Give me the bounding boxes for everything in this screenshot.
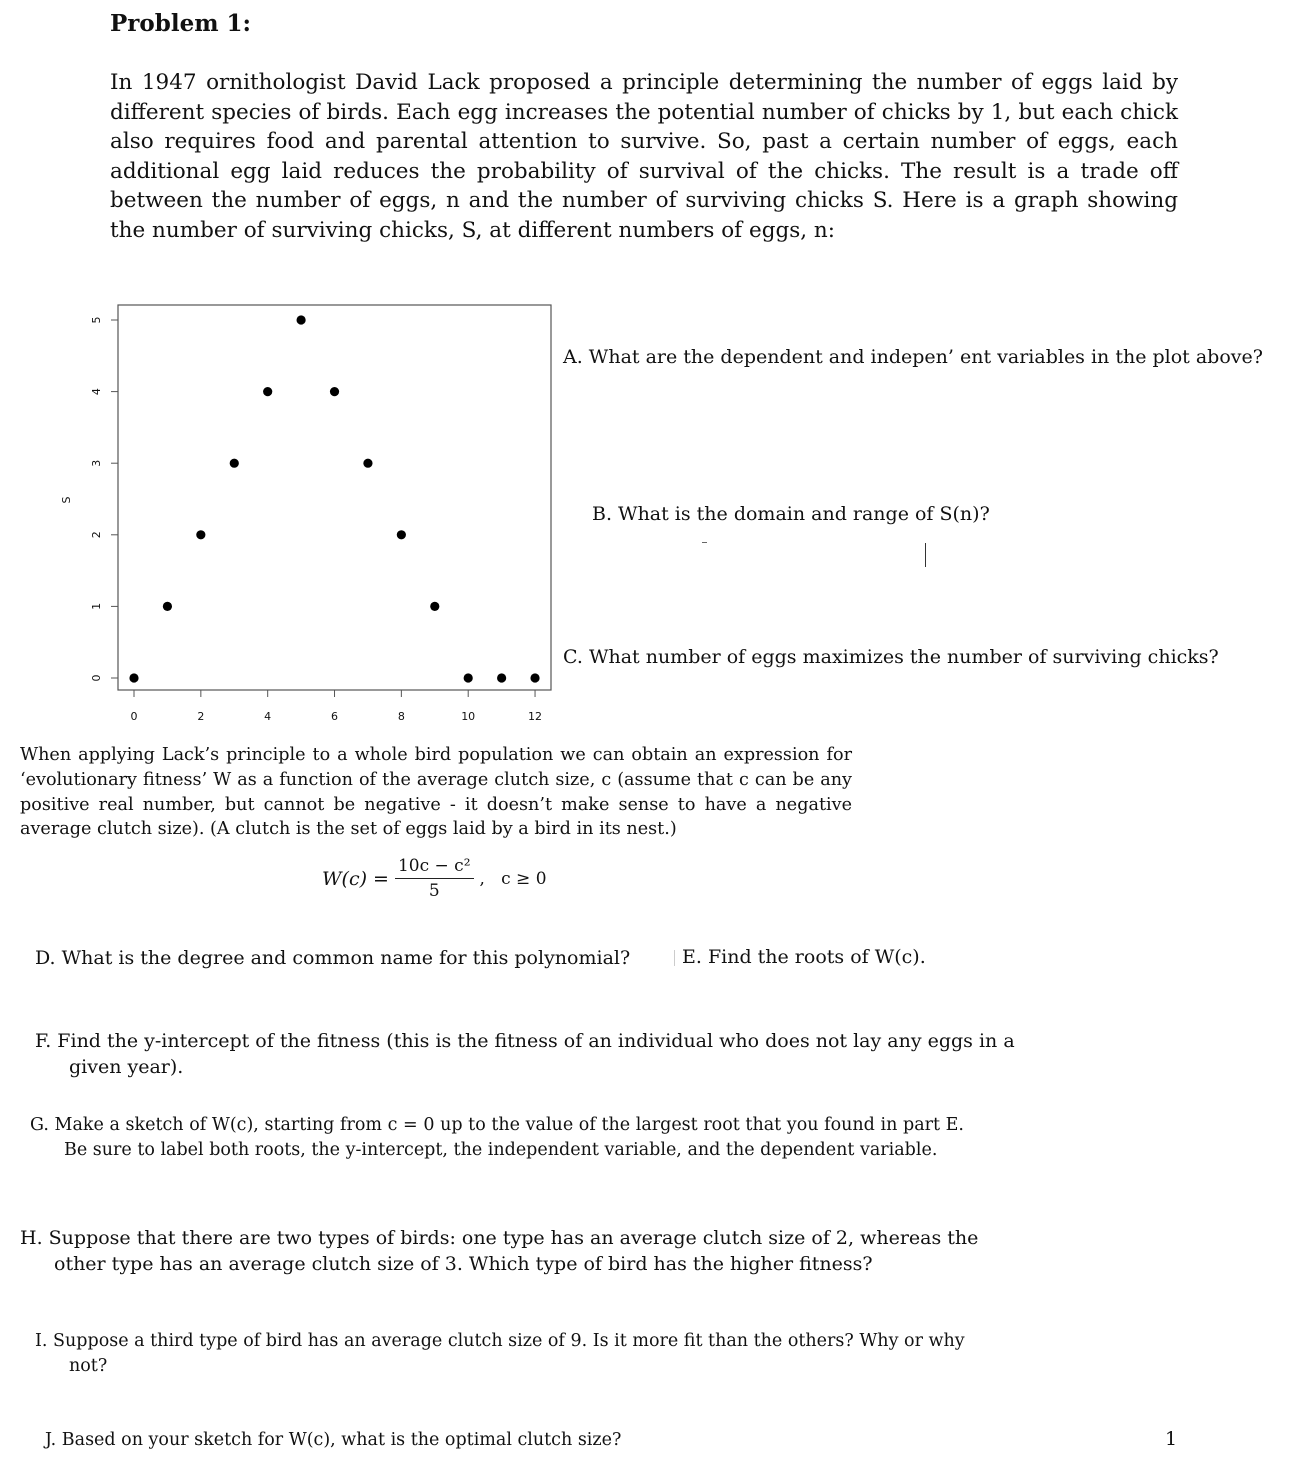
x-tick-label: 8 xyxy=(397,710,405,723)
page-number: 1 xyxy=(1165,1428,1178,1450)
question-h: H. Suppose that there are two types of birds: one type has an average clutch size of 2, whereas the other type has an average clutch size of 3. Which type of bird has the higher fitness? xyxy=(20,1227,979,1275)
data-point xyxy=(163,602,172,611)
y-axis-label: S xyxy=(60,496,73,504)
y-tick-label: 0 xyxy=(90,674,103,682)
y-tick-label: 2 xyxy=(90,531,103,539)
separator-line xyxy=(674,950,675,966)
stray-mark xyxy=(702,542,707,543)
formula-condition: , c ≥ 0 xyxy=(479,868,547,889)
data-point xyxy=(330,387,339,396)
data-point xyxy=(530,673,539,682)
data-point xyxy=(263,387,272,396)
question-e: E. Find the roots of W(c). xyxy=(682,946,926,968)
data-point xyxy=(397,530,406,539)
y-tick-label: 4 xyxy=(90,388,103,396)
formula-lhs: W(c) = xyxy=(322,867,389,890)
x-tick-label: 4 xyxy=(264,710,272,723)
intro-paragraph: In 1947 ornithologist David Lack proposed a principle determining the number of eggs laid by different species of birds. Each egg increases the potential number of chicks by 1, but each chick also requires food and parental attention to survive. So, past a certain number of eggs, each additional egg laid reduces the probability of survival of the chicks. The result is a trade off between the number of eggs, n and the number of surviving chicks S. Here is a graph showing the number of surviving chicks, S, at different numbers of eggs, n: xyxy=(110,70,1178,243)
question-c: C. What number of eggs maximizes the number of surviving chicks? xyxy=(563,646,1219,668)
scatter-plot xyxy=(40,290,560,730)
formula-denominator: 5 xyxy=(428,881,440,901)
x-tick-label: 0 xyxy=(130,710,138,723)
x-tick-label: 6 xyxy=(331,710,339,723)
data-point xyxy=(363,459,372,468)
data-point xyxy=(129,673,138,682)
data-point xyxy=(497,673,506,682)
question-d: D. What is the degree and common name for this polynomial? xyxy=(35,947,631,969)
fitness-formula xyxy=(322,856,547,901)
data-point xyxy=(196,530,205,539)
question-f: F. Find the y-intercept of the fitness (this is the fitness of an individual who does not lay any eggs in a given year). xyxy=(35,1030,1015,1078)
fitness-paragraph: When applying Lack’s principle to a whole bird population we can obtain an expression for ‘evolutionary fitness’ W as a function of the average clutch size, c (assume that c can be any positive real number, but cannot be negative - it doesn’t make sense to have a negative average clutch size). (A clutch is the set of eggs laid by a bird in its nest.) xyxy=(20,745,852,840)
question-b: B. What is the domain and range of S(n)? xyxy=(592,503,990,525)
y-tick-label: 1 xyxy=(90,602,103,610)
plot-frame xyxy=(118,305,551,690)
formula-numerator: 10c − c² xyxy=(395,856,474,879)
data-point xyxy=(230,459,239,468)
question-a: A. What are the dependent and indepen’ ent variables in the plot above? xyxy=(563,346,1263,368)
question-i: I. Suppose a third type of bird has an average clutch size of 9. Is it more fit than the others? Why or why not? xyxy=(35,1331,965,1376)
data-point xyxy=(430,602,439,611)
question-g: G. Make a sketch of W(c), starting from c = 0 up to the value of the largest root that you found in part E. Be sure to label both roots, the y-intercept, the independent variable, and the dependent variable. xyxy=(30,1115,964,1160)
formula-fraction xyxy=(395,856,474,901)
text-cursor xyxy=(925,543,926,567)
question-j: J. Based on your sketch for W(c), what is the optimal clutch size? xyxy=(45,1430,622,1450)
y-tick-label: 5 xyxy=(90,316,103,324)
y-tick-label: 3 xyxy=(90,459,103,467)
x-tick-label: 12 xyxy=(528,710,543,723)
data-point xyxy=(297,315,306,324)
x-tick-label: 2 xyxy=(197,710,205,723)
x-tick-label: 10 xyxy=(461,710,476,723)
problem-title: Problem 1: xyxy=(110,10,252,37)
data-point xyxy=(464,673,473,682)
